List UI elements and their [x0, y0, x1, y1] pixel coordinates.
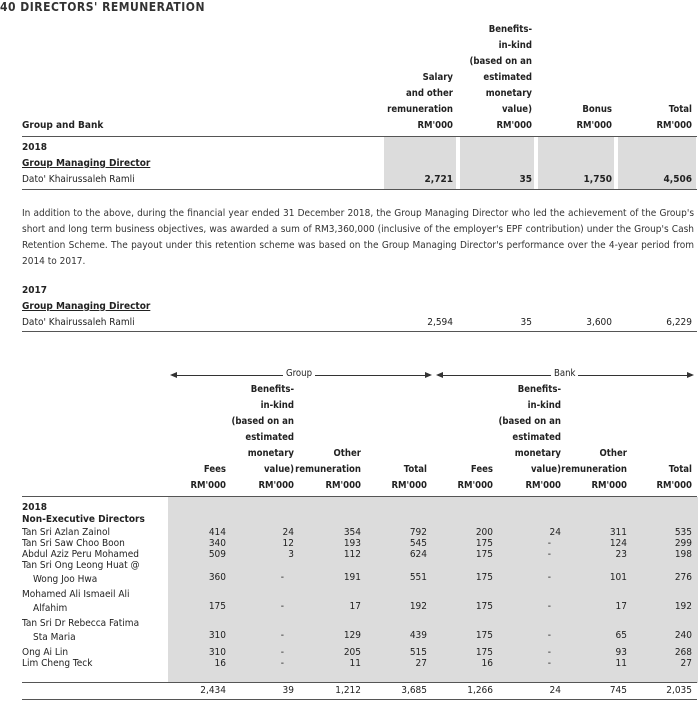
amount: 124 [609, 538, 627, 549]
director-name: Dato' Khairussaleh Ramli [22, 317, 135, 328]
other-col-header: RM'000 [591, 480, 627, 491]
bik-col-header: Benefits- [517, 384, 561, 395]
bik-col-header: RM'000 [525, 480, 561, 491]
arrow-left-icon [436, 372, 443, 378]
total-amount: 1,212 [335, 685, 361, 696]
amount: 175 [475, 538, 493, 549]
bonus-col-header: RM'000 [576, 120, 612, 131]
salary-col-header: RM'000 [417, 120, 453, 131]
bik-col-header: in-kind [498, 40, 532, 51]
amount: - [547, 647, 551, 658]
amount: 175 [475, 549, 493, 560]
arrow-right-icon [687, 372, 694, 378]
bik-col-header: Benefits- [250, 384, 294, 395]
amount: 24 [282, 527, 294, 538]
director-name: Wong Joo Hwa [33, 574, 98, 585]
director-name: Tan Sri Dr Rebecca Fatima [22, 618, 140, 629]
other-col-header: remuneration [561, 464, 627, 475]
amount: 198 [674, 549, 692, 560]
amount: 3,600 [586, 317, 612, 328]
salary-col-header: Salary [422, 72, 453, 83]
amount: 17 [349, 601, 361, 612]
category-label: Non-Executive Directors [22, 514, 145, 525]
group-label: Group [283, 368, 315, 379]
amount: 24 [549, 527, 561, 538]
amount: 414 [208, 527, 226, 538]
amount: 240 [674, 630, 692, 641]
amount: 193 [343, 538, 361, 549]
total-col-header: RM'000 [656, 480, 692, 491]
bik-col-header: value) [530, 464, 561, 475]
amount: 175 [475, 630, 493, 641]
amount: - [280, 647, 284, 658]
bik-col-header: estimated [245, 432, 294, 443]
amount: 101 [609, 572, 627, 583]
amount: 17 [615, 601, 627, 612]
salary-col-header: and other [405, 88, 453, 99]
bik-col-header: RM'000 [496, 120, 532, 131]
total-col-header: Total [403, 464, 427, 475]
amount: 11 [615, 658, 627, 669]
amount: 792 [409, 527, 427, 538]
amount: 360 [208, 572, 226, 583]
director-name: Sta Maria [33, 632, 76, 643]
bik-col-header: in-kind [527, 400, 561, 411]
total-amount: 2,434 [200, 685, 226, 696]
amount: 192 [674, 601, 692, 612]
amount: 515 [409, 647, 427, 658]
bik-col-header: monetary [514, 448, 561, 459]
fees-col-header: Fees [203, 464, 226, 475]
amount: 112 [343, 549, 361, 560]
total-amount: 24 [549, 685, 561, 696]
bik-col-header: value) [501, 104, 532, 115]
amount: 545 [409, 538, 427, 549]
director-name: Ong Ai Lin [22, 647, 69, 658]
amount: 299 [674, 538, 692, 549]
amount: 93 [615, 647, 627, 658]
other-col-header: Other [599, 448, 627, 459]
amount: 509 [208, 549, 226, 560]
amount: 192 [409, 601, 427, 612]
page-title: 40 DIRECTORS' REMUNERATION [0, 0, 206, 14]
amount: 16 [214, 658, 226, 669]
year-label: 2018 [22, 502, 48, 513]
total-amount: 1,266 [467, 685, 493, 696]
arrow-right-icon [425, 372, 432, 378]
total-amount: 3,685 [401, 685, 427, 696]
rule [22, 699, 697, 700]
bik-col-header: Benefits- [488, 24, 532, 35]
director-name: Abdul Aziz Peru Mohamed [22, 549, 139, 560]
bonus-col-header: Bonus [582, 104, 612, 115]
year-label: 2018 [22, 142, 48, 153]
amount: 35 [519, 174, 532, 185]
amount: 4,506 [663, 174, 692, 185]
amount: - [547, 538, 551, 549]
bik-col-header: monetary [485, 88, 532, 99]
fees-col-header: RM'000 [190, 480, 226, 491]
rule [22, 189, 697, 190]
director-name: Alfahim [33, 603, 68, 614]
amount: 35 [520, 317, 532, 328]
amount: - [547, 572, 551, 583]
amount: 191 [343, 572, 361, 583]
amount: - [547, 601, 551, 612]
amount: 354 [343, 527, 361, 538]
amount: - [280, 658, 284, 669]
amount: 175 [475, 572, 493, 583]
role-label: Group Managing Director [22, 158, 151, 169]
amount: 1,750 [583, 174, 612, 185]
amount: - [280, 572, 284, 583]
total-amount: 745 [609, 685, 627, 696]
amount: 310 [208, 630, 226, 641]
amount: 311 [609, 527, 627, 538]
bik-col-header: (based on an [498, 416, 561, 427]
amount: - [547, 658, 551, 669]
amount: 23 [615, 549, 627, 560]
bik-col-header: estimated [512, 432, 561, 443]
amount: 175 [208, 601, 226, 612]
bik-col-header: (based on an [469, 56, 532, 67]
total-amount: 2,035 [666, 685, 692, 696]
other-col-header: remuneration [295, 464, 361, 475]
total-amount: 39 [282, 685, 294, 696]
arrow-left-icon [170, 372, 177, 378]
bik-col-header: (based on an [231, 416, 294, 427]
director-name: Lim Cheng Teck [22, 658, 93, 669]
amount: 3 [288, 549, 294, 560]
year-label: 2017 [22, 285, 48, 296]
salary-col-header: remuneration [387, 104, 453, 115]
amount: 11 [349, 658, 361, 669]
amount: 27 [680, 658, 692, 669]
amount: 205 [343, 647, 361, 658]
bik-col-header: RM'000 [258, 480, 294, 491]
amount: 276 [674, 572, 692, 583]
amount: 310 [208, 647, 226, 658]
amount: - [547, 630, 551, 641]
bik-col-header: monetary [247, 448, 294, 459]
total-col-header: Total [668, 464, 692, 475]
amount: 16 [481, 658, 493, 669]
amount: - [280, 601, 284, 612]
director-name: Tan Sri Saw Choo Boon [22, 538, 125, 549]
amount: 551 [409, 572, 427, 583]
amount: 2,721 [424, 174, 453, 185]
total-col-header: RM'000 [391, 480, 427, 491]
cash-retention-note: In addition to the above, during the financial year ended 31 December 2018, the Group Managing Director who led the achievement of the Group's short and long term business objectives, was awarded a sum of RM3,360,000 (inclusive of the employer's EPF contribution) under the Group's Cash Retention Scheme. The payout under this retention scheme was based on the Group Managing Director's performance over the 4-year period from 2014 to 2017. [22, 208, 694, 267]
director-name: Mohamed Ali Ismaeil Ali [22, 589, 130, 600]
role-label: Group Managing Director [22, 301, 151, 312]
total-col-header: Total [668, 104, 692, 115]
bik-col-header: estimated [483, 72, 532, 83]
fees-col-header: RM'000 [457, 480, 493, 491]
amount: 624 [409, 549, 427, 560]
amount: 535 [674, 527, 692, 538]
amount: 12 [282, 538, 294, 549]
amount: 2,594 [427, 317, 453, 328]
amount: 439 [409, 630, 427, 641]
rule [22, 682, 697, 683]
bank-label: Bank [551, 368, 578, 379]
other-col-header: Other [333, 448, 361, 459]
amount: 200 [475, 527, 493, 538]
fees-col-header: Fees [470, 464, 493, 475]
amount: 175 [475, 647, 493, 658]
amount: 175 [475, 601, 493, 612]
director-name: Tan Sri Azlan Zainol [22, 527, 111, 538]
other-col-header: RM'000 [325, 480, 361, 491]
section-label: Group and Bank [22, 120, 104, 131]
director-name: Dato' Khairussaleh Ramli [22, 174, 135, 185]
bik-col-header: in-kind [260, 400, 294, 411]
amount: 6,229 [666, 317, 692, 328]
amount: - [280, 630, 284, 641]
director-name: Tan Sri Ong Leong Huat @ [22, 560, 140, 571]
amount: 27 [415, 658, 427, 669]
bik-col-header: value) [263, 464, 294, 475]
amount: 129 [343, 630, 361, 641]
amount: 65 [615, 630, 627, 641]
amount: - [547, 549, 551, 560]
amount: 340 [208, 538, 226, 549]
amount: 268 [674, 647, 692, 658]
rule [22, 331, 697, 332]
total-col-header: RM'000 [656, 120, 692, 131]
